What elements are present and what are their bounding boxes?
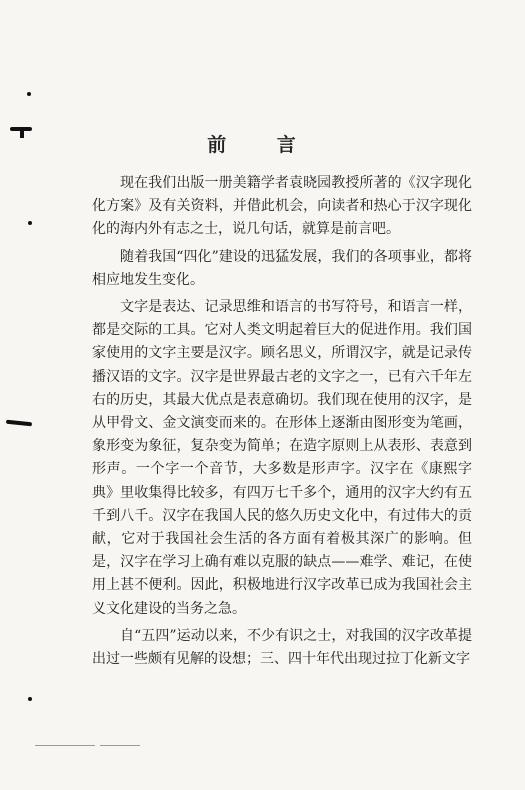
paragraph: 现在我们出版一册美籍学者袁晓园教授所著的《汉字现化化方案》及有关资料，并借此机会，向读者和热心于汉字现化化的海内外有志之士，说几句话，就算是前言吧。 xyxy=(92,175,472,238)
paragraph: 自“五四”运动以来，不少有识之士，对我国的汉字改革提出过一些颇有见解的设想；三、四十年代出现过拉丁化新文字 xyxy=(92,627,472,668)
scan-speck xyxy=(27,92,31,96)
scan-edge-line xyxy=(100,745,140,746)
paragraph: 随着我国“四化”建设的迅猛发展，我们的各项事业，都将相应地发生变化。 xyxy=(92,248,472,288)
scan-speck xyxy=(28,221,32,225)
scan-speck xyxy=(28,697,32,701)
scan-mark xyxy=(6,420,32,427)
paragraph: 文字是表达、记录思维和语言的书写符号，和语言一样，都是交际的工具。它对人类文明起着巨大的促进作用。我们国家使用的文字主要是汉字。顾名思义，所谓汉字，就是记录传播汉语的文字。汉字是世界最古老的文字之一，已有六千年左右的历史，其最大优点是表意确切。我们现在使用的汉字，是从甲骨文、金文演变而来的。在形体上逐渐由图形变为笔画，象形变为象征，复杂变为简单；在造字原则上从表形、表意到形声。一个字一个音节，大多数是形声字。汉字在《康熙字典》里收集得比较多，有四万七千多个，通用的汉字大约有五千到八千。汉字在我国人民的悠久历史文化中，有过伟大的贡献，它对于我国社会生活的各方面有着极其深广的影响。但是，汉字在学习上确有难以克服的缺点——难学、难记，在使用上甚不便利。因此，积极地进行汉字改革已成为我国社会主义文化建设的当务之急。 xyxy=(92,299,472,617)
scan-edge-line xyxy=(35,745,95,746)
body-text xyxy=(92,172,472,675)
page-title: 前 言 xyxy=(207,134,318,156)
